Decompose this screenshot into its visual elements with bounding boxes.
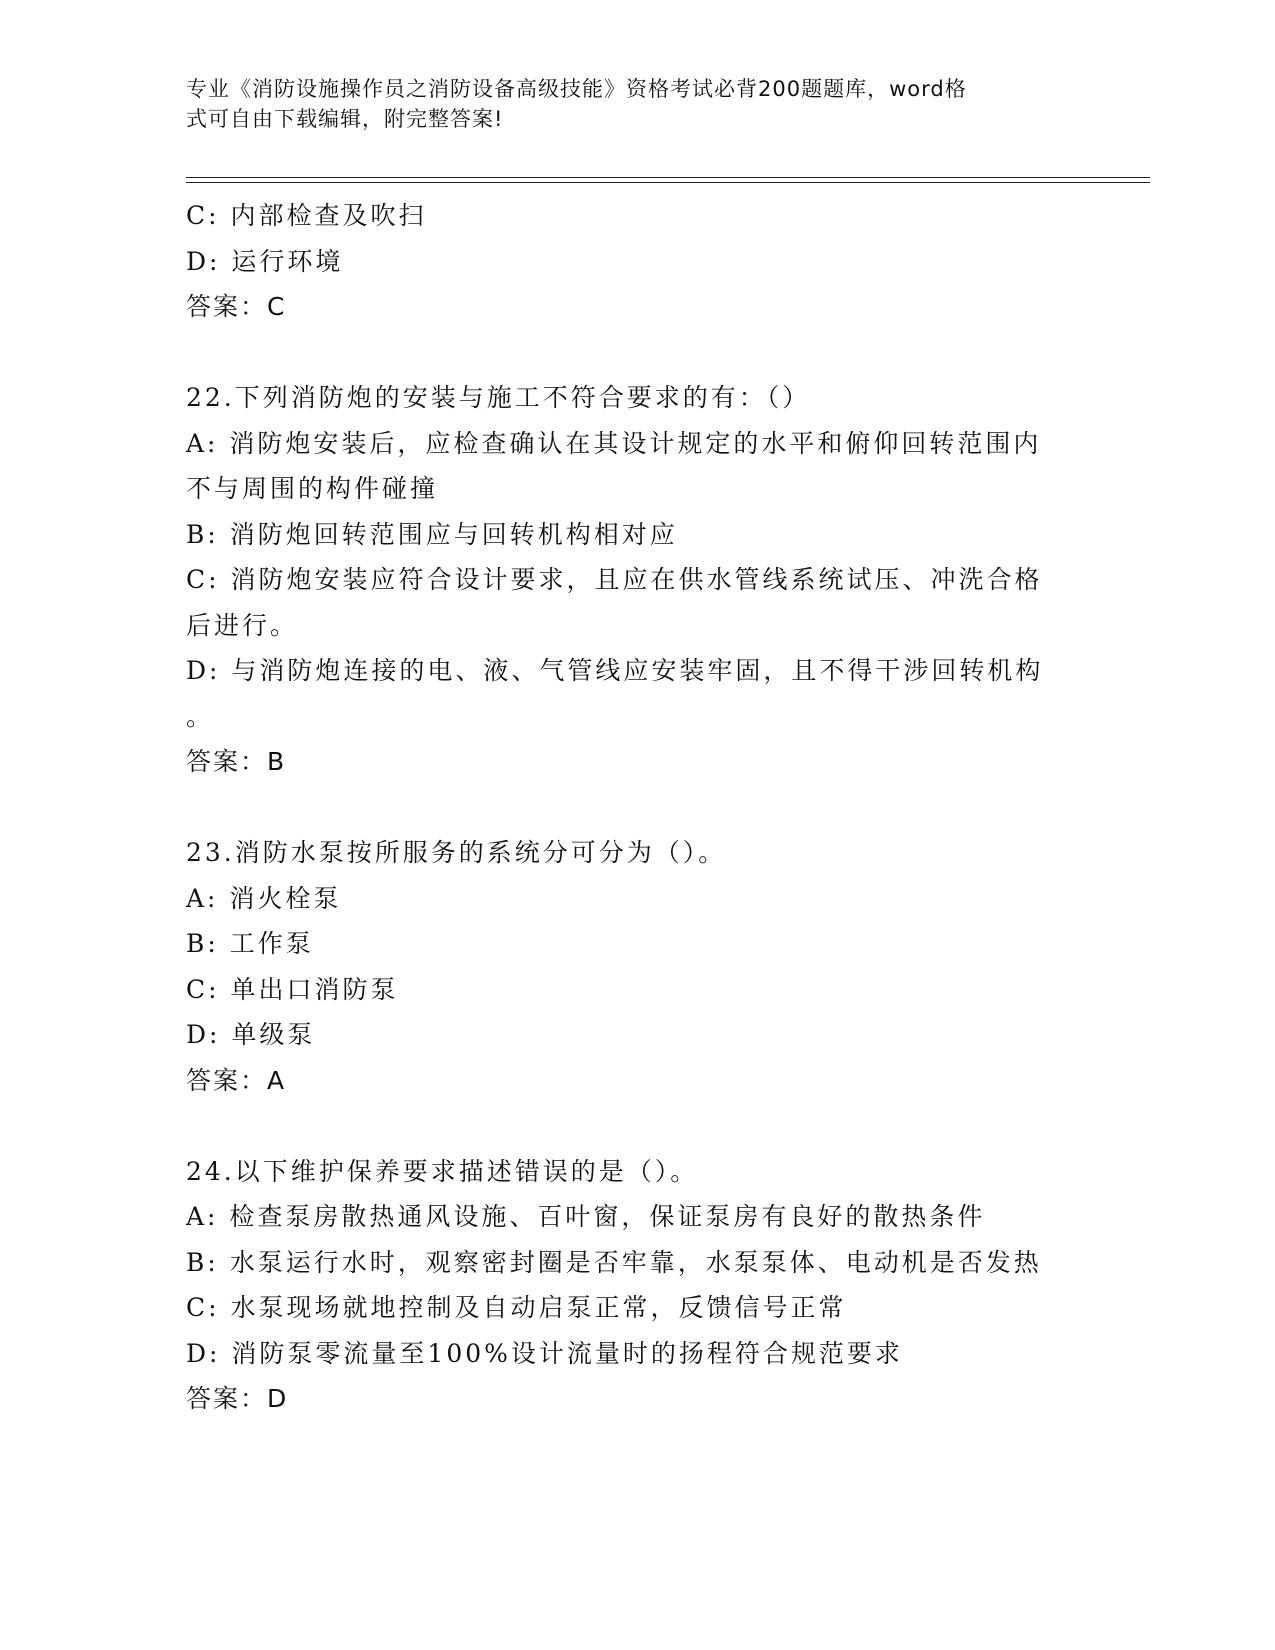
header-title-line-1: 专业《消防设施操作员之消防设备高级技能》资格考试必背200题题库，word格 <box>186 77 967 101</box>
answer-line: 答案：A <box>186 1065 287 1095</box>
option-a: A: 消防炮安装后，应检查确认在其设计规定的水平和俯仰回转范围内 <box>186 428 1042 458</box>
answer-line: 答案：D <box>186 1384 289 1413</box>
option-d: D: 消防泵零流量至100%设计流量时的扬程符合规范要求 <box>186 1338 903 1368</box>
option-b: B: 消防炮回转范围应与回转机构相对应 <box>186 519 678 549</box>
question-23-block <box>186 830 1086 1103</box>
document-header <box>186 74 1066 134</box>
option-a: A: 检查泵房散热通风设施、百叶窗，保证泵房有良好的散热条件 <box>186 1202 986 1231</box>
option-c: C: 水泵现场就地控制及自动启泵正常，反馈信号正常 <box>186 1293 847 1322</box>
answer-line: 答案：B <box>186 747 287 776</box>
header-divider-bottom <box>186 182 1150 183</box>
option-c: C: 单出口消防泵 <box>186 974 399 1004</box>
question-stem: 23.消防水泵按所服务的系统分可分为（）。 <box>186 838 727 867</box>
option-d: D: 单级泵 <box>186 1020 316 1049</box>
question-list <box>186 193 1086 1422</box>
answer-line: 答案：C <box>186 292 287 321</box>
option-c: C: 内部检查及吹扫 <box>186 201 427 230</box>
question-22-block <box>186 375 1086 785</box>
spacer <box>186 1103 1086 1149</box>
option-d: D: 与消防炮连接的电、液、气管线应安装牢固，且不得干涉回转机构 <box>186 656 1044 685</box>
spacer <box>186 785 1086 831</box>
option-c-continued: 后进行。 <box>186 610 299 640</box>
spacer <box>186 330 1086 376</box>
header-title-line-2: 式可自由下载编辑，附完整答案! <box>186 107 504 131</box>
option-a-continued: 不与周围的构件碰撞 <box>186 474 439 503</box>
question-stem: 24.以下维护保养要求描述错误的是（）。 <box>186 1156 699 1186</box>
header-divider-top <box>186 177 1150 178</box>
option-b: B: 水泵运行水时，观察密封圈是否牢靠，水泵泵体、电动机是否发热 <box>186 1247 1042 1277</box>
option-a: A: 消火栓泵 <box>186 883 342 913</box>
option-b: B: 工作泵 <box>186 929 314 958</box>
option-d-continued: 。 <box>186 701 215 731</box>
option-c: C: 消防炮安装应符合设计要求，且应在供水管线系统试压、冲洗合格 <box>186 565 1043 594</box>
question-24-block <box>186 1149 1086 1422</box>
option-d: D: 运行环境 <box>186 246 344 276</box>
question-stem: 22.下列消防炮的安装与施工不符合要求的有：（） <box>186 383 811 412</box>
previous-question-block <box>186 193 1086 330</box>
